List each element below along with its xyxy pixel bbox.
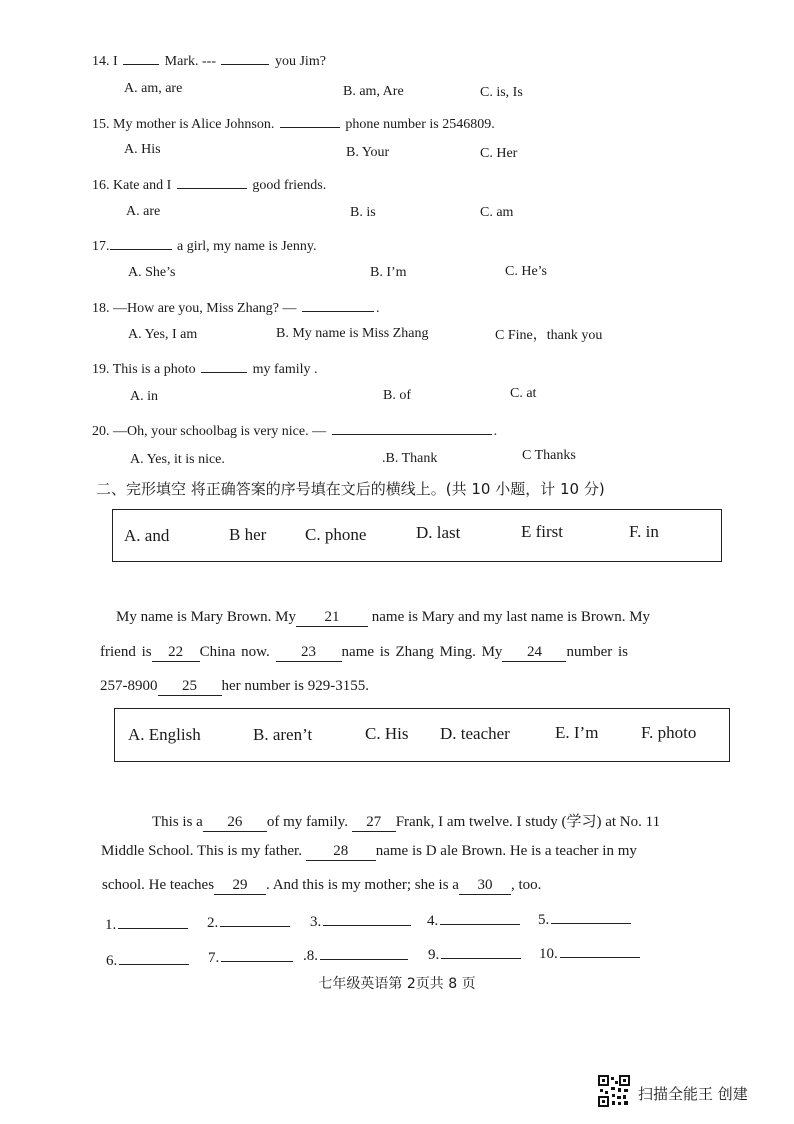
option-c: C. Her [480, 146, 518, 161]
answer-8 [303, 945, 410, 965]
option-c: C. He’s [505, 264, 547, 279]
question-18 [92, 297, 380, 317]
answer-blank [177, 174, 247, 189]
option-c: C. at [510, 386, 537, 401]
question-text: good friends. [252, 178, 327, 193]
option-a: A. am, are [124, 81, 183, 96]
blank-30: 30 [459, 877, 511, 895]
question-text: I [113, 54, 118, 69]
answer-blank [332, 420, 492, 435]
answer-number: 2. [207, 915, 219, 931]
word-option: D. last [416, 523, 461, 542]
question-14 [92, 50, 326, 70]
passage-text: her number is 929-3155. [221, 678, 369, 694]
question-number: 20. [92, 424, 110, 439]
answer-7 [208, 947, 295, 967]
word-option: A. English [128, 725, 201, 744]
answer-line[interactable] [320, 945, 408, 960]
word-option: C. phone [305, 525, 367, 544]
question-16 [92, 174, 326, 194]
answer-line[interactable] [221, 947, 293, 962]
question-17 [92, 235, 316, 255]
blank-23: 23 [276, 644, 342, 662]
blank-27: 27 [352, 814, 396, 832]
blank-26: 26 [203, 814, 267, 832]
option-c: C. is, Is [480, 85, 523, 100]
question-20 [92, 420, 497, 440]
answer-blank [201, 358, 247, 373]
answer-line[interactable] [119, 950, 189, 965]
answer-9 [428, 944, 523, 964]
option-c: C. am [480, 205, 514, 220]
question-number: 17. [92, 239, 110, 254]
passage-text: , too. [510, 877, 542, 893]
question-number: 18. [92, 301, 110, 316]
answer-number: 3. [310, 914, 322, 930]
question-text: —How are you, Miss Zhang? — [113, 301, 297, 316]
answer-line[interactable] [551, 909, 631, 924]
option-b: B. I’m [370, 265, 407, 280]
page-footer: 七年级英语第 2页共 8 页 [318, 976, 476, 992]
option-c: C Fine，thank you [495, 328, 603, 343]
word-option: B her [229, 525, 267, 544]
option-b: B. My name is Miss Zhang [276, 326, 429, 341]
word-option: C. His [365, 724, 409, 743]
blank-21: 21 [296, 609, 368, 627]
answer-number: .8. [303, 948, 318, 964]
passage-text: name is Mary and my last name is Brown. My [371, 609, 651, 625]
answer-6 [106, 950, 191, 970]
word-box-2 [114, 708, 730, 762]
word-option: B. aren’t [253, 725, 313, 744]
question-text: a girl, my name is Jenny. [177, 239, 317, 254]
option-b: .B. Thank [382, 451, 438, 466]
question-number: 19. [92, 362, 110, 377]
question-number: 14. [92, 54, 110, 69]
passage-text: China now. [199, 644, 270, 660]
option-b: B. am, Are [343, 84, 404, 99]
question-text: Kate and I [113, 178, 172, 193]
blank-24: 24 [502, 644, 566, 662]
passage-text: This is a [152, 814, 203, 830]
word-option: F. in [629, 522, 659, 541]
answer-blank [302, 297, 374, 312]
answer-number: 9. [428, 947, 440, 963]
answer-line[interactable] [441, 944, 521, 959]
option-a: A. She’s [128, 265, 176, 280]
passage-2-line-2 [101, 843, 637, 861]
word-option: E first [521, 522, 564, 541]
question-15 [92, 113, 495, 133]
passage-text: friend is [100, 644, 152, 660]
section-title: 二、完形填空 将正确答案的序号填在文后的横线上。(共 10 小题，计 10 分) [96, 480, 605, 498]
passage-text: school. He teaches [102, 877, 215, 893]
blank-29: 29 [214, 877, 266, 895]
answer-line[interactable] [323, 911, 411, 926]
passage-text: name is Zhang Ming. My [341, 644, 503, 660]
answer-2 [207, 912, 292, 932]
answer-line[interactable] [118, 914, 188, 929]
question-text: —Oh, your schoolbag is very nice. — [113, 424, 327, 439]
passage-1-line-3 [100, 678, 369, 696]
answer-number: 7. [208, 950, 220, 966]
blank-28: 28 [306, 843, 376, 861]
answer-10 [539, 943, 642, 963]
question-text: my family . [252, 362, 318, 377]
option-b: B. Your [346, 145, 390, 160]
answer-blank [123, 50, 159, 65]
option-a: A. His [124, 142, 161, 157]
answer-line[interactable] [560, 943, 640, 958]
passage-text: Middle School. This is my father. [101, 843, 302, 859]
answer-1 [105, 914, 190, 934]
question-text: phone number is 2546809. [345, 117, 495, 132]
question-text: you Jim? [274, 54, 326, 69]
blank-22: 22 [152, 644, 200, 662]
passage-1-line-2 [100, 644, 628, 662]
option-b: B. of [383, 388, 411, 403]
passage-text: . And this is my mother; she is a [266, 877, 459, 893]
passage-1-line-1 [116, 609, 650, 627]
option-c: C Thanks [522, 448, 576, 463]
question-text: Mark. --- [164, 54, 216, 69]
option-a: A. Yes, it is nice. [130, 452, 225, 467]
word-option: F. photo [641, 723, 697, 742]
question-number: 15. [92, 117, 110, 132]
passage-2-line-3 [102, 877, 541, 895]
qr-code-icon [598, 1075, 630, 1107]
scanner-watermark: 扫描全能王 创建 [638, 1085, 748, 1103]
question-text: My mother is Alice Johnson. [113, 117, 275, 132]
answer-3 [310, 911, 413, 931]
passage-text: 257-8900 [100, 678, 158, 694]
option-a: A. are [126, 204, 161, 219]
passage-text: number is [566, 644, 629, 660]
answer-line[interactable] [220, 912, 290, 927]
answer-line[interactable] [440, 910, 520, 925]
word-box-1 [112, 509, 722, 562]
option-b: B. is [350, 205, 376, 220]
passage-2-line-1 [152, 810, 660, 832]
question-text: . [493, 424, 498, 439]
blank-25: 25 [158, 678, 222, 696]
answer-number: 1. [105, 917, 117, 933]
question-text: This is a photo [112, 362, 196, 377]
answer-blank [110, 235, 172, 250]
passage-text: of my family. [266, 814, 348, 830]
question-number: 16. [92, 178, 110, 193]
answer-5 [538, 909, 633, 929]
option-a: A. in [130, 389, 158, 404]
answer-number: 5. [538, 912, 550, 928]
word-option: E. I’m [555, 723, 599, 742]
passage-text: Frank, I am twelve. I study (学习) at No. 11 [395, 814, 661, 830]
answer-number: 6. [106, 953, 118, 969]
answer-number: 10. [539, 946, 558, 962]
question-text: . [376, 301, 380, 316]
word-option: D. teacher [440, 724, 510, 743]
passage-text: My name is Mary Brown. My [116, 609, 296, 625]
answer-number: 4. [427, 913, 439, 929]
word-option: A. and [124, 526, 170, 545]
passage-text: name is D ale Brown. He is a teacher in my [375, 843, 637, 859]
answer-4 [427, 910, 522, 930]
option-a: A. Yes, I am [128, 327, 198, 342]
question-19 [92, 358, 318, 378]
answer-blank [221, 50, 269, 65]
answer-blank [280, 113, 340, 128]
